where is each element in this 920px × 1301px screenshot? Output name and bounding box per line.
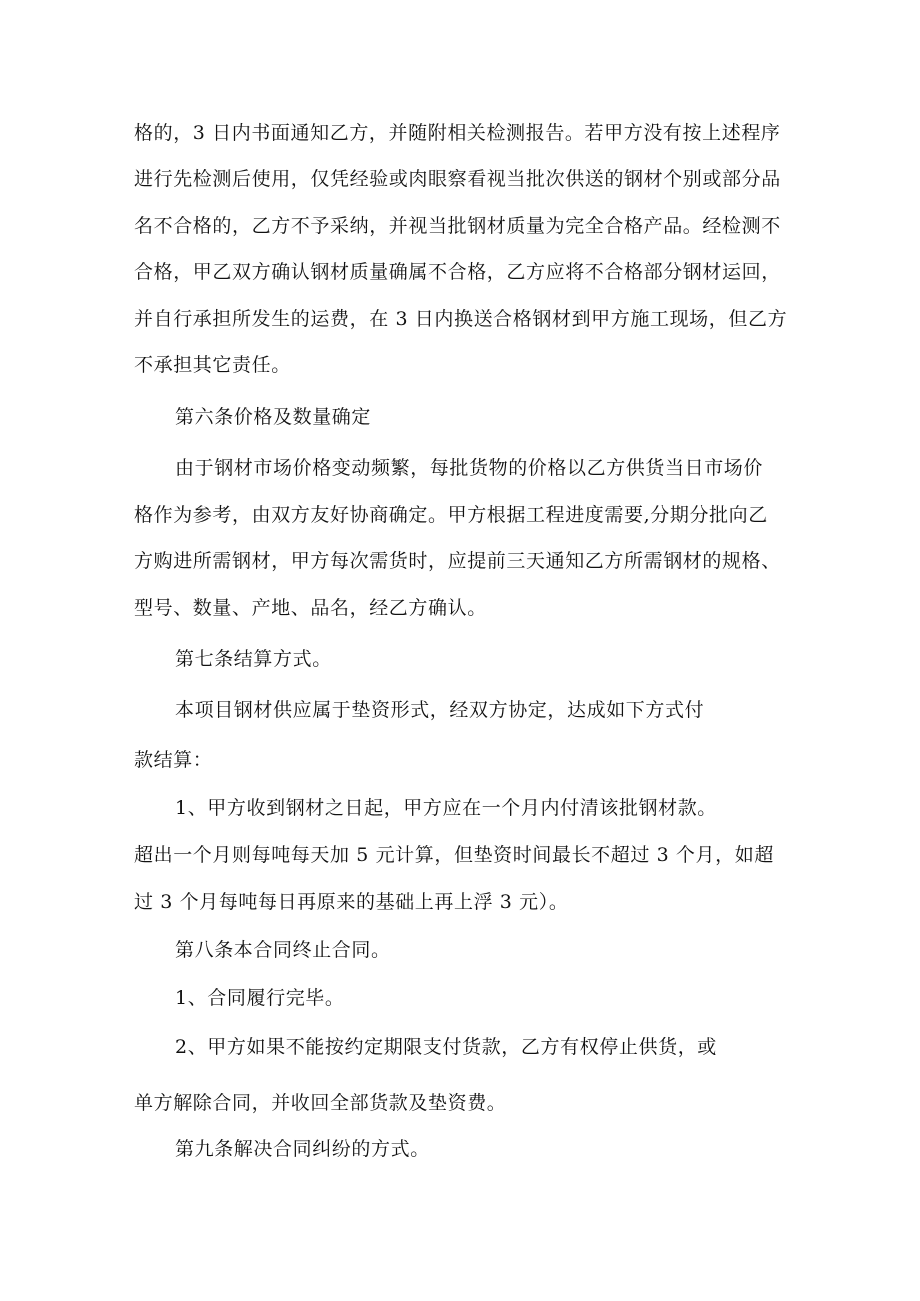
section-heading: 第八条本合同终止合同。 [175,939,391,961]
text-line: 超出一个月则每吨每天加 5 元计算，但垫资时间最长不超过 3 个月，如超 [134,844,774,866]
text-line: 由于钢材市场价格变动频繁，每批货物的价格以乙方供货当日市场价 [175,457,764,479]
text-line: 型号、数量、产地、品名，经乙方确认。 [134,597,487,619]
text-line: 不承担其它责任。 [134,354,291,376]
text-line: 方购进所需钢材，甲方每次需货时，应提前三天通知乙方所需钢材的规格、 [134,550,781,572]
text-line: 过 3 个月每吨每日再原来的基础上再上浮 3 元）。 [134,891,569,913]
text-line: 合格，甲乙双方确认钢材质量确属不合格，乙方应将不合格部分钢材运回， [134,261,781,283]
text-line: 2、甲方如果不能按约定期限支付货款，乙方有权停止供货，或 [175,1036,717,1058]
text-line: 本项目钢材供应属于垫资形式，经双方协定，达成如下方式付 [175,699,705,721]
section-heading: 第九条解决合同纠纷的方式。 [175,1138,430,1160]
text-line: 1、甲方收到钢材之日起，甲方应在一个月内付清该批钢材款。 [175,797,717,819]
text-line: 1、合同履行完毕。 [175,987,345,1009]
text-line: 款结算： [134,749,213,771]
section-heading: 第七条结算方式。 [175,648,332,670]
text-line: 格的，3 日内书面通知乙方，并随附相关检测报告。若甲方没有按上述程序 [134,122,781,144]
text-line: 名不合格的，乙方不予采纳，并视当批钢材质量为完全合格产品。经检测不 [134,215,781,237]
text-line: 格作为参考，由双方友好协商确定。甲方根据工程进度需要,分期分批向乙 [134,504,768,526]
text-line: 并自行承担所发生的运费，在 3 日内换送合格钢材到甲方施工现场，但乙方 [134,308,788,330]
section-heading: 第六条价格及数量确定 [175,406,372,428]
text-line: 单方解除合同，并收回全部货款及垫资费。 [134,1092,507,1114]
text-line: 进行先检测后使用，仅凭经验或肉眼察看视当批次供送的钢材个别或部分品 [134,168,781,190]
